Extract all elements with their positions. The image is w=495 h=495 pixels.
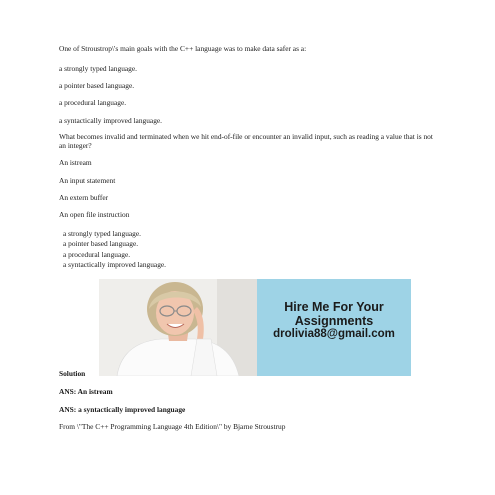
repeated-option-4: a syntactically improved language. (63, 260, 167, 269)
question2-option-3: An extern buffer (59, 193, 109, 202)
answer-1: ANS: An istream (59, 387, 113, 396)
question1-option-4: a syntactically improved language. (59, 116, 163, 125)
question1-prompt: One of Stroustrop\'s main goals with the C++ language was to make data safer as a: (59, 44, 307, 53)
ad-email: drolivia88@gmail.com (273, 328, 395, 340)
question2-prompt: What becomes invalid and terminated when we hit end-of-file or encounter an invalid input, such as reading a value that is not an integer? (59, 132, 433, 150)
ad-heading-line2: Assignments (294, 314, 374, 328)
solution-heading: Solution (59, 369, 86, 378)
tutor-photo (99, 279, 257, 376)
ad-text-panel (257, 279, 411, 376)
woman-portrait-image (99, 279, 257, 376)
answer-2: ANS: a syntactically improved language (59, 405, 186, 414)
question2-option-4: An open file instruction (59, 210, 130, 219)
ad-heading-line1: Hire Me For Your (284, 300, 384, 314)
question1-option-2: a pointer based language. (59, 81, 135, 90)
source-citation: From \"The C++ Programming Language 4th Edition\" by Bjarne Stroustrup (59, 422, 286, 431)
repeated-option-3: a procedural language. (63, 250, 131, 259)
question1-option-1: a strongly typed language. (59, 64, 137, 73)
repeated-option-2: a pointer based language. (63, 239, 139, 248)
repeated-option-1: a strongly typed language. (63, 229, 141, 238)
question1-option-3: a procedural language. (59, 98, 127, 107)
question2-option-1: An istream (59, 158, 92, 167)
question2-option-2: An input statement (59, 176, 116, 185)
advertisement-banner (99, 279, 411, 376)
